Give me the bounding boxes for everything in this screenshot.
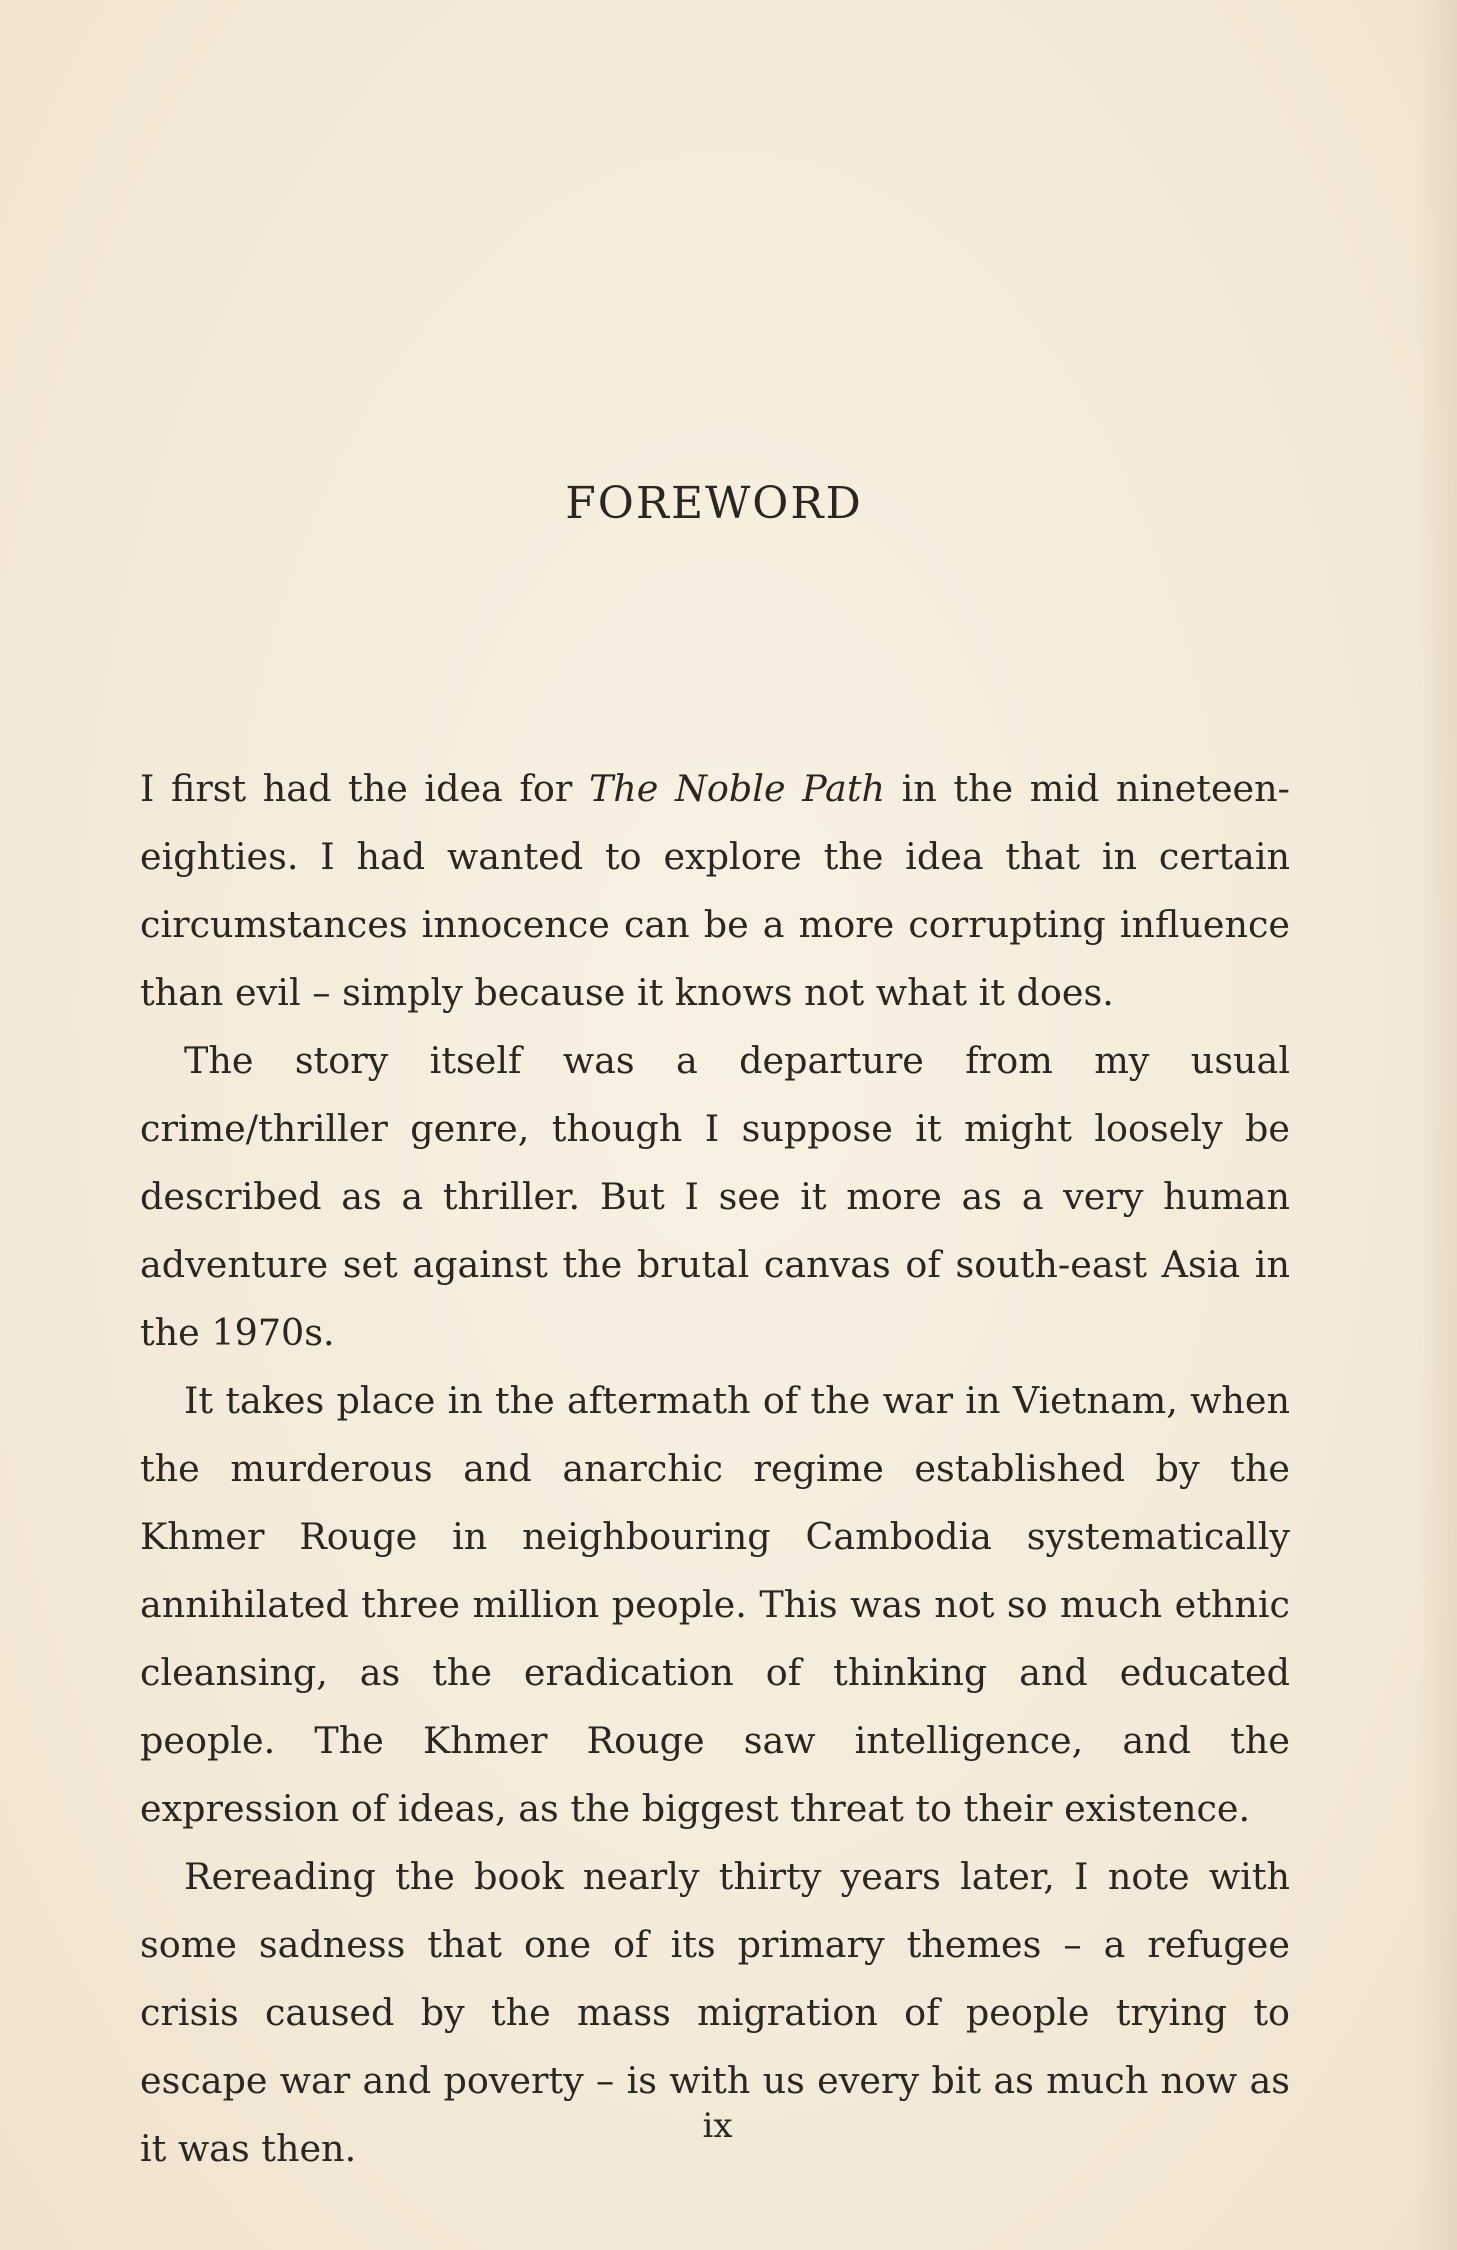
paragraph-4: Rereading the book nearly thirty years later, I note with some sadness that one of its primary themes – a refugee crisis caused by the mass migration of people trying to escape war and poverty – is with us every bit as much now as it was then. [140,1855,1290,2170]
paragraph-1-start: I first had the idea for [140,767,589,810]
paragraph-2: The story itself was a departure from my usual crime/thriller genre, though I suppose it might loosely be described as a thriller. But I see it more as a very human adventure set against the brutal canvas of south-east Asia in the 1970s. [140,1039,1290,1354]
paragraph-1 [140,755,1290,1027]
page-heading: FOREWORD [565,478,863,529]
book-title: The Noble Path [588,767,885,810]
paragraph-3: It takes place in the aftermath of the war in Vietnam, when the murderous and anarchic regime established by the Khmer Rouge in neighbouring Cambodia systematically annihilated three million people. This was not so much ethnic cleansing, as the eradication of thinking and educated people. The Khmer Rouge saw intelligence, and the expression of ideas, as the biggest threat to their existence. [140,1379,1290,1830]
foreword-body [140,755,1290,2183]
page-edge-shadow [1417,0,1457,2250]
paragraph-1-end: in the mid nineteen-eighties. I had wanted to explore the idea that in certain circumstances innocence can be a more corrupting influence than evil – simply because it knows not what it does. [140,767,1290,1014]
page-number: ix [702,2106,733,2146]
